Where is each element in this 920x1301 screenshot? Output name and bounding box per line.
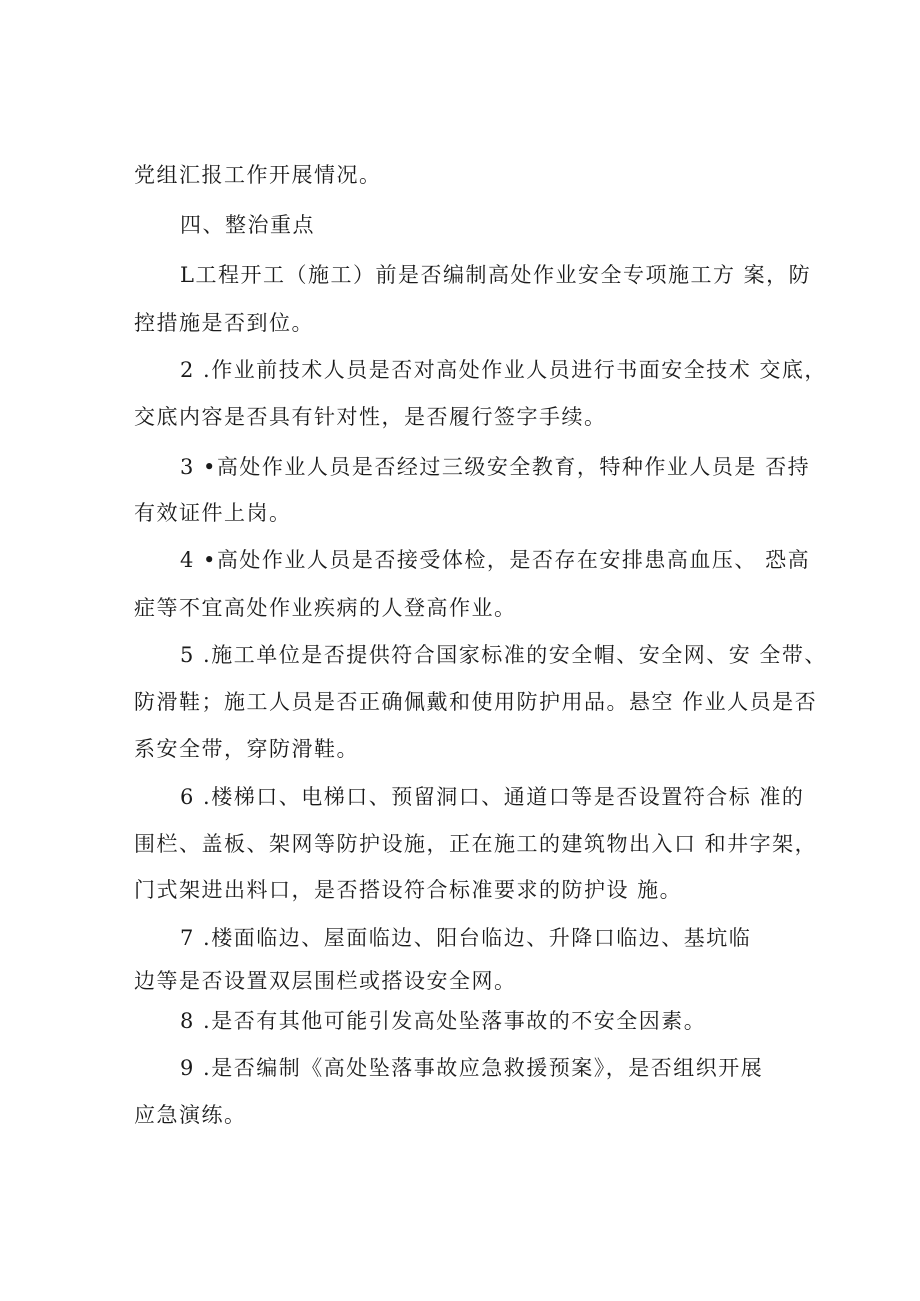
item-5-line-2: 防滑鞋；施工人员是否正确佩戴和使用防护用品。悬空 作业人员是否 <box>134 690 818 714</box>
item-8-line-1: 8 .是否有其他可能引发高处坠落事故的不安全因素。 <box>180 1009 707 1033</box>
item-6-line-3: 门式架进出料口，是否搭设符合标准要求的防护设 施。 <box>134 878 683 902</box>
item-2-line-1: 2 .作业前技术人员是否对高处作业人员进行书面安全技术 交底， <box>180 358 827 382</box>
item-5-line-3: 系安全带，穿防滑鞋。 <box>134 737 359 761</box>
item-1-line-1: L工程开工（施工）前是否编制高处作业安全专项施工方 案，防 <box>180 263 812 287</box>
item-9-line-1: 9 .是否编制《高处坠落事故应急救援预案》，是否组织开展 <box>180 1056 764 1080</box>
item-9-line-2: 应急演练。 <box>134 1103 247 1127</box>
item-1-line-2: 控措施是否到位。 <box>134 311 314 335</box>
item-5-line-1: 5 .施工单位是否提供符合国家标准的安全帽、安全网、安 全带、 <box>180 643 827 667</box>
item-7-line-2: 边等是否设置双层围栏或搭设安全网。 <box>134 969 517 993</box>
item-7-line-1: 7 .楼面临边、屋面临边、阳台临边、升降口临边、基坑临 <box>180 926 752 950</box>
item-6-line-1: 6 .楼梯口、电梯口、预留洞口、通道口等是否设置符合标 准的 <box>180 785 805 809</box>
item-3-line-1: 3 •高处作业人员是否经过三级安全教育，特种作业人员是 否持 <box>180 455 811 479</box>
section-heading: 四、整治重点 <box>180 213 315 237</box>
item-4-line-1: 4 •高处作业人员是否接受体检，是否存在安排患高血压、 恐高 <box>180 548 811 572</box>
item-6-line-2: 围栏、盖板、架网等防护设施，正在施工的建筑物出入口 和井字架， <box>134 832 818 856</box>
item-4-line-2: 症等不宜高处作业疾病的人登高作业。 <box>134 596 517 620</box>
item-3-line-2: 有效证件上岗。 <box>134 501 292 525</box>
item-2-line-2: 交底内容是否具有针对性，是否履行签字手续。 <box>134 405 607 429</box>
paragraph-continuation: 党组汇报工作开展情况。 <box>134 163 382 187</box>
